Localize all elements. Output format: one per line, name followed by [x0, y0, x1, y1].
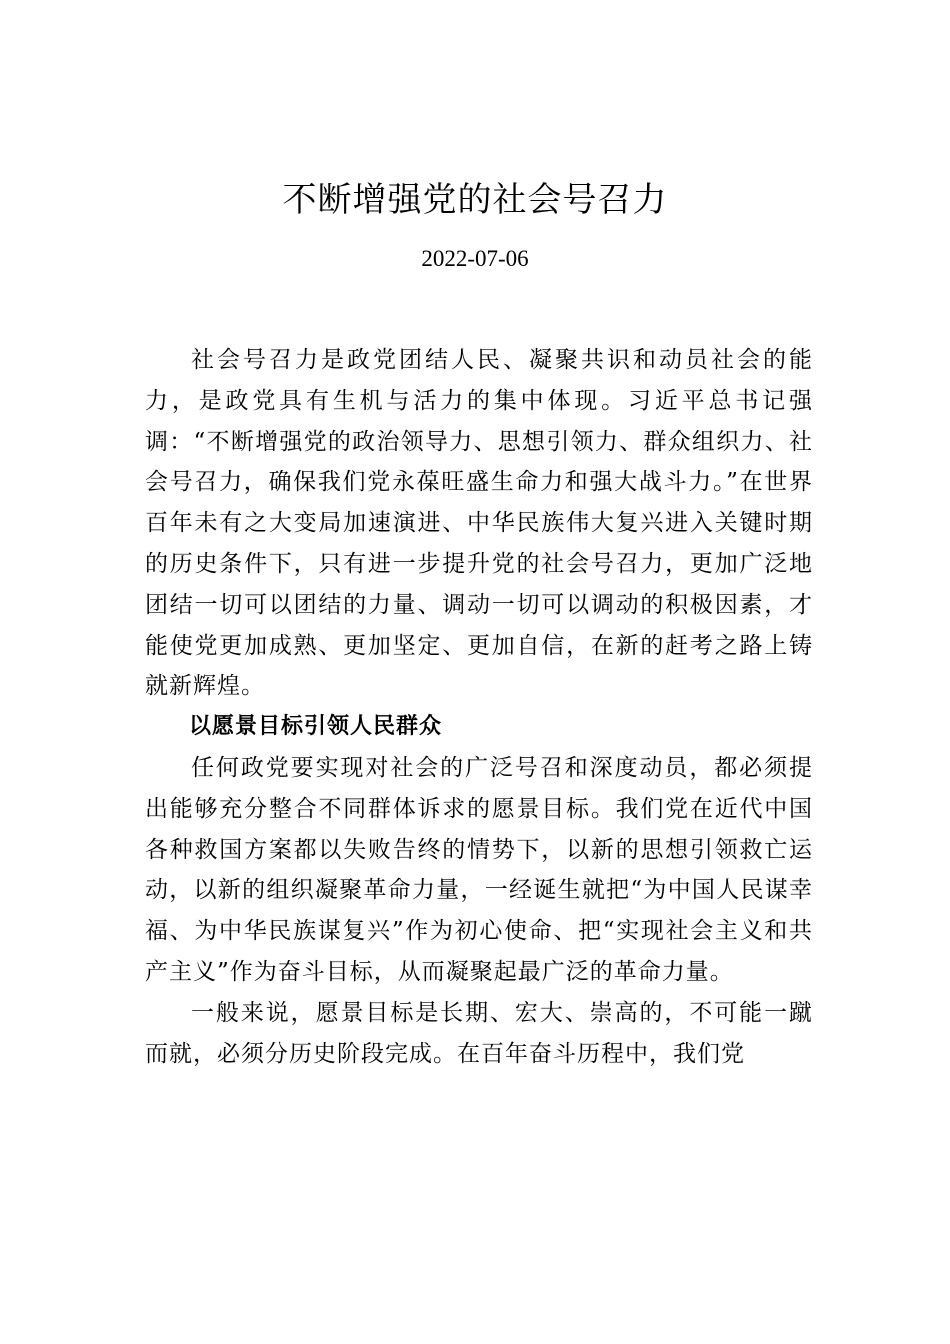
document-body — [145, 340, 813, 1074]
paragraph-intro: 社会号召力是政党团结人民、凝聚共识和动员社会的能力，是政党具有生机与活力的集中体现。习近平总书记强调：“不断增强党的政治领导力、思想引领力、群众组织力、社会号召力，确保我们党永葆旺盛生命力和强大战斗力。”在世界百年未有之大变局加速演进、中华民族伟大复兴进入关键时期的历史条件下，只有进一步提升党的社会号召力，更加广泛地团结一切可以团结的力量、调动一切可以调动的积极因素，才能使党更加成熟、更加坚定、更加自信，在新的赶考之路上铸就新辉煌。 — [145, 347, 813, 700]
document-date: 2022-07-06 — [421, 246, 529, 271]
document-title: 不断增强党的社会号召力 — [282, 180, 668, 220]
paragraph-vision-goals: 任何政党要实现对社会的广泛号召和深度动员，都必须提出能够充分整合不同群体诉求的愿景目标。我们党在近代中国各种救国方案都以失败告终的情势下，以新的思想引领救亡运动，以新的组织凝聚革命力量，一经诞生就把“为中国人民谋幸福、为中华民族谋复兴”作为初心使命、把“实现社会主义和共产主义”作为奋斗目标，从而凝聚起最广泛的革命力量。 — [145, 754, 813, 985]
section-heading: 以愿景目标引领人民群众 — [189, 714, 443, 740]
paragraph-stages: 一般来说，愿景目标是长期、宏大、崇高的，不可能一蹴而就，必须分历史阶段完成。在百年奋斗历程中，我们党 — [145, 999, 813, 1067]
